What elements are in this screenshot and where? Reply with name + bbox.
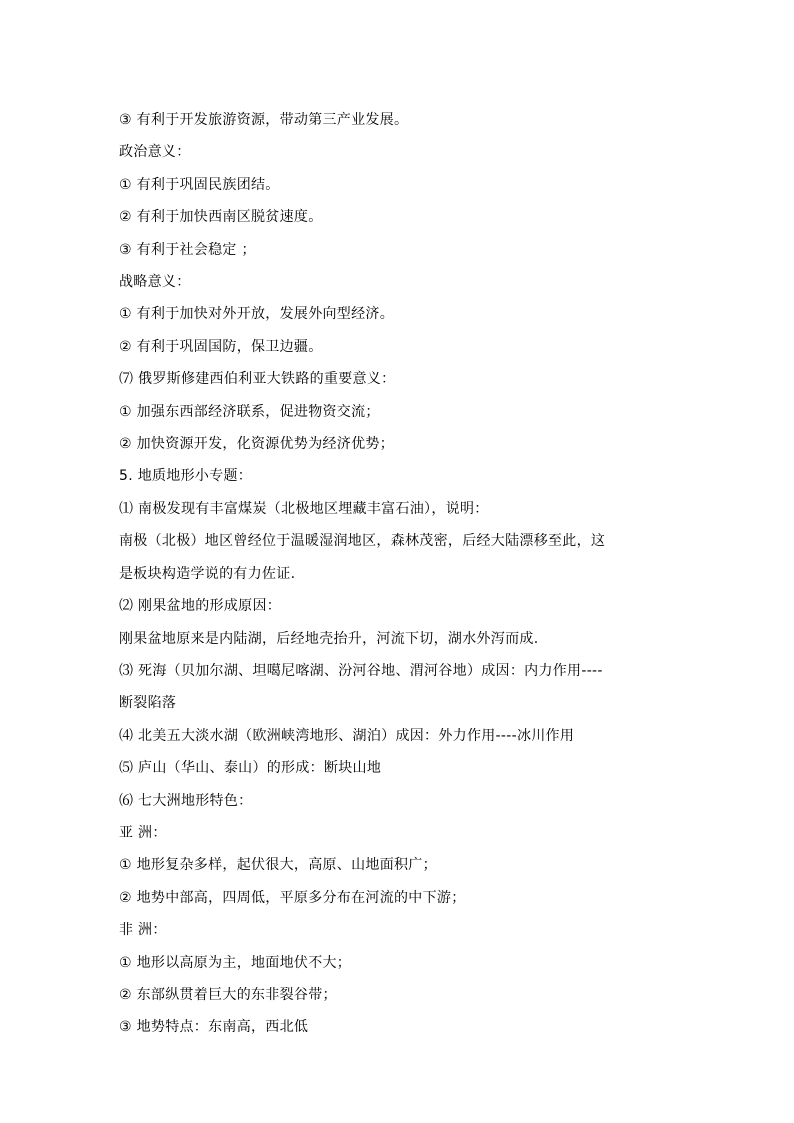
text-line: ③ 地势特点：东南高，西北低 xyxy=(119,1019,309,1036)
text-line: ③ 有利于社会稳定 ； xyxy=(119,241,256,258)
text-line: ⑴ 南极发现有丰富煤炭（北极地区埋藏丰富石油），说明： xyxy=(119,500,489,517)
text-line: ① 加强东西部经济联系，促进物资交流； xyxy=(119,403,380,420)
text-line: ② 加快资源开发，化资源优势为经济优势； xyxy=(119,436,394,453)
text-line: ⑶ 死海（贝加尔湖、坦噶尼喀湖、汾河谷地、渭河谷地）成因：内力作用---- xyxy=(119,662,603,679)
text-line: ① 地形以高原为主，地面地伏不大； xyxy=(119,954,352,971)
text-line: ② 东部纵贯着巨大的东非裂谷带； xyxy=(119,986,337,1003)
subheading-africa: 非 洲： xyxy=(119,922,167,939)
text-line: ② 有利于加快西南区脱贫速度。 xyxy=(119,209,323,226)
text-line: ⑺ 俄罗斯修建西伯利亚大铁路的重要意义： xyxy=(119,371,396,388)
document-page xyxy=(119,104,689,1044)
section-heading-strategic: 战略意义： xyxy=(119,274,191,291)
text-line: ① 有利于加快对外开放，发展外向型经济。 xyxy=(119,306,394,323)
section-heading-geology: 5. 地质地形小专题： xyxy=(119,468,253,485)
text-line: ③ 有利于开发旅游资源，带动第三产业发展。 xyxy=(119,112,409,128)
text-line: 是板块构造学说的有力佐证. xyxy=(119,565,296,582)
text-line: 南极（北极）地区曾经位于温暖湿润地区，森林茂密，后经大陆漂移至此，这 xyxy=(119,533,606,550)
text-line: 断裂陷落 xyxy=(119,695,177,712)
text-line: ⑹ 七大洲地形特色： xyxy=(119,792,253,809)
text-line: ② 地势中部高，四周低，平原多分布在河流的中下游； xyxy=(119,889,466,906)
text-line: ⑵ 刚果盆地的形成原因： xyxy=(119,598,282,615)
text-line: ⑷ 北美五大淡水湖（欧洲峡湾地形、湖泊）成因：外力作用----冰川作用 xyxy=(119,727,575,744)
text-line: ② 有利于巩固国防，保卫边疆。 xyxy=(119,338,323,355)
text-line: ⑸ 庐山（华山、泰山）的形成：断块山地 xyxy=(119,760,382,777)
text-line: ① 地形复杂多样，起伏很大，高原、山地面积广； xyxy=(119,857,437,874)
subheading-asia: 亚 洲： xyxy=(119,824,167,841)
text-line: ① 有利于巩固民族团结。 xyxy=(119,176,280,193)
text-line: 刚果盆地原来是内陆湖，后经地壳抬升，河流下切，湖水外泻而成. xyxy=(119,630,539,647)
section-heading-political: 政治意义： xyxy=(119,144,191,161)
